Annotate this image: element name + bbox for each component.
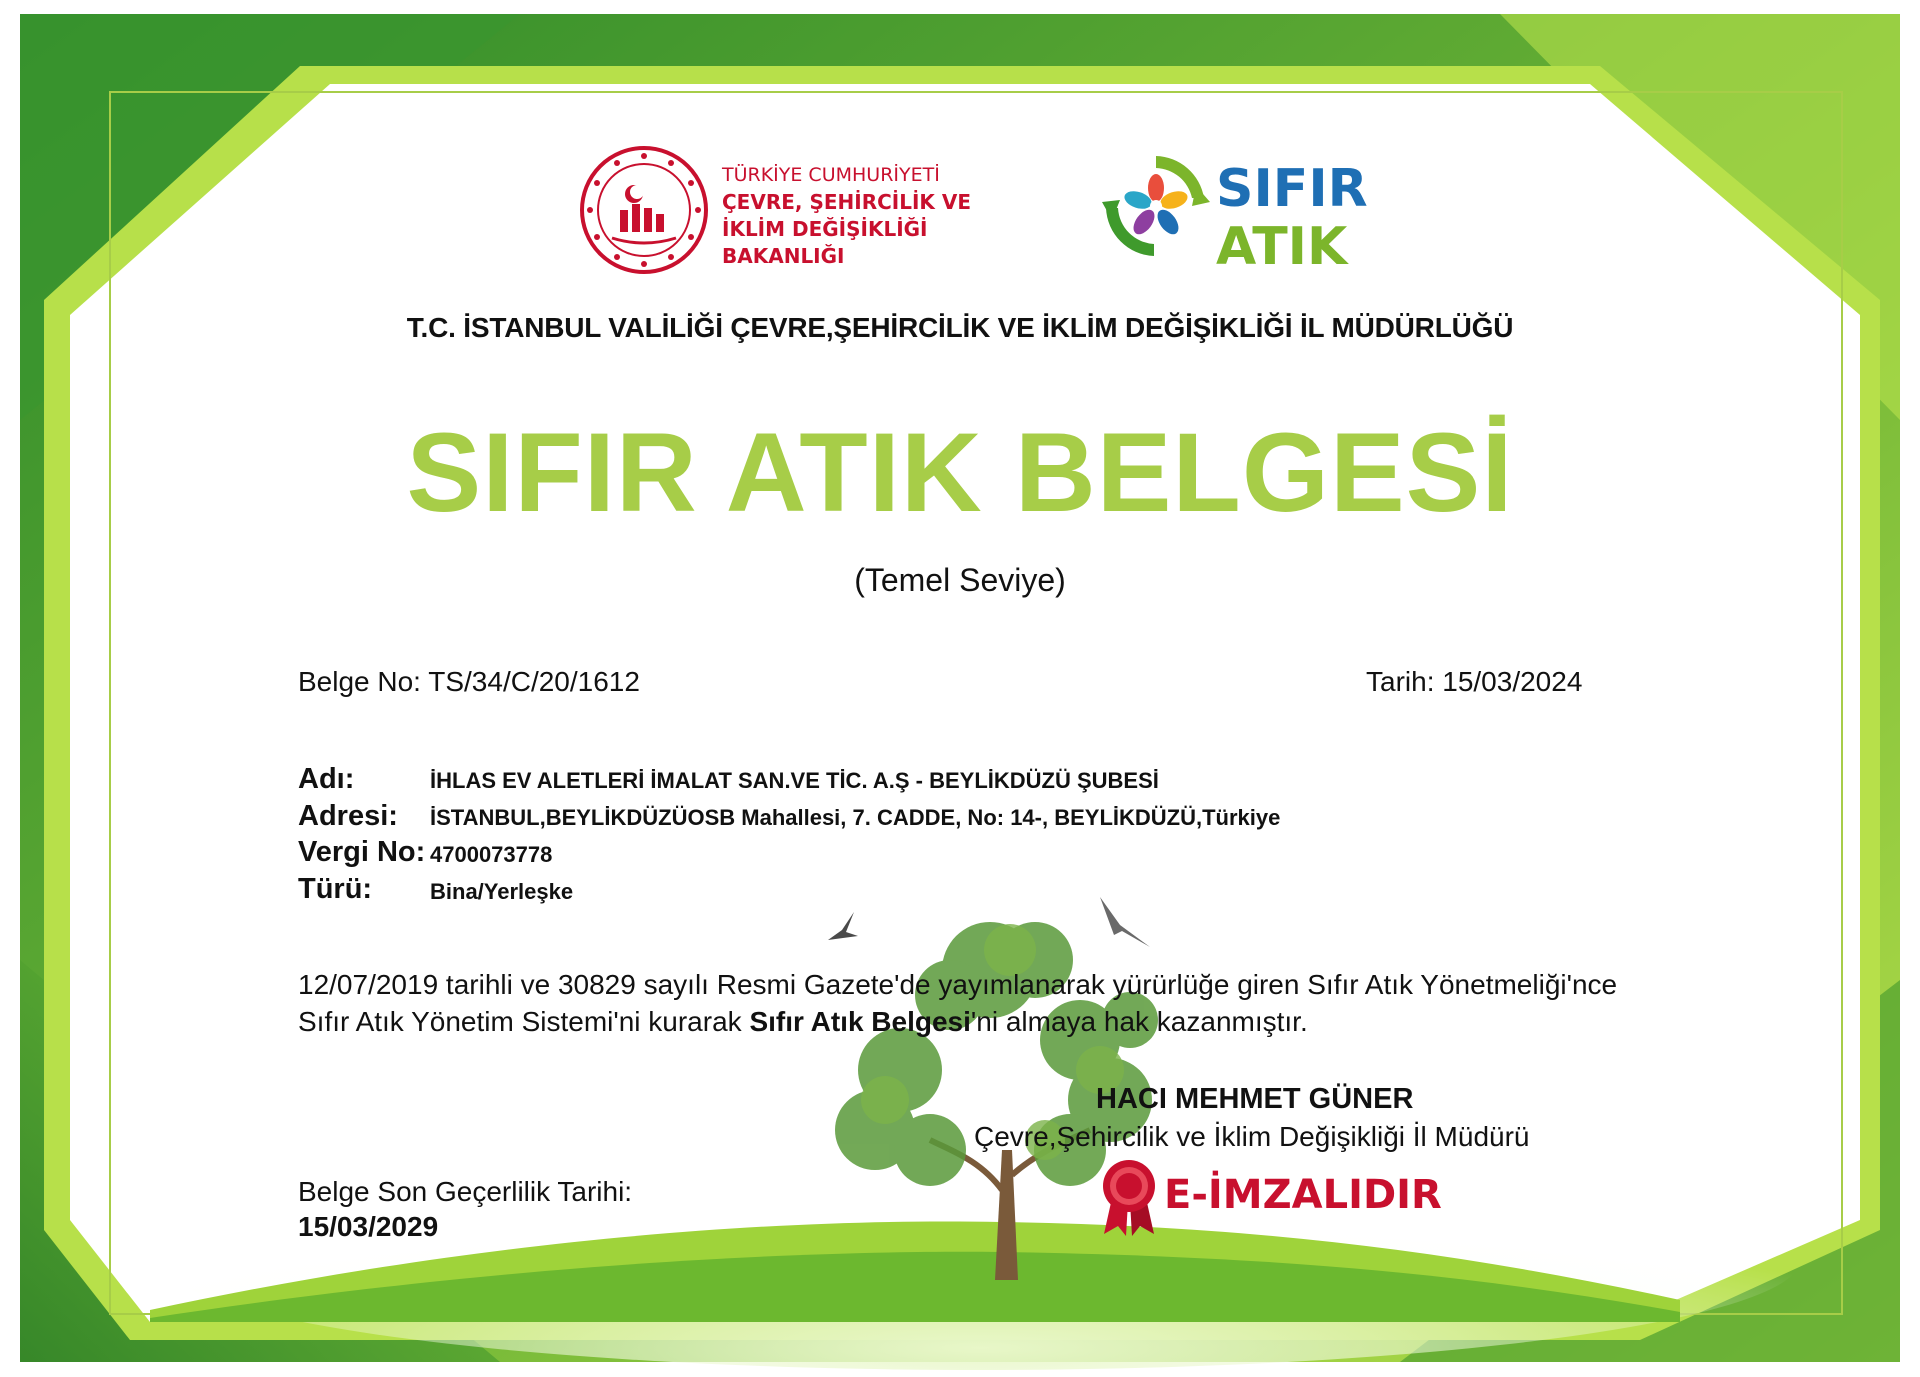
bird-icon [826, 910, 860, 944]
certificate-title: SIFIR ATIK BELGESİ [406, 410, 1514, 535]
ministry-emblem-icon [578, 144, 710, 276]
ministry-line-1: TÜRKİYE CUMHURİYETİ [722, 164, 940, 186]
zero-waste-wordmark [1216, 160, 1368, 276]
type-label: Türü: [298, 873, 373, 905]
address-value: İSTANBUL,BEYLİKDÜZÜOSB Mahallesi, 7. CADDE, No: 14-, BEYLİKDÜZÜ,Türkiye [430, 805, 1281, 830]
directorate-heading: T.C. İSTANBUL VALİLİĞİ ÇEVRE,ŞEHİRCİLİK VE İKLİM DEĞİŞİKLİĞİ İL MÜDÜRLÜĞÜ [406, 312, 1514, 343]
name-label: Adı: [298, 763, 355, 795]
statement-text-1: 12/07/2019 tarihli ve 30829 sayılı Resmi Gazete'de yayımlanarak yürürlüğe giren Sıfır Atık Yönetmeliği'nce Sıfır Atık Yönetim Sistemi'ni kurarak [298, 969, 1618, 1037]
ministry-line-3: İKLİM DEĞİŞİKLİĞİ BAKANLIĞI [722, 217, 928, 268]
signer-title: Çevre,Şehircilik ve İklim Değişikliği İl Müdürü [974, 1121, 1530, 1152]
zero-waste-line-2: ATIK [1216, 217, 1348, 277]
certificate-statement [298, 966, 1628, 1040]
tax-number-label: Vergi No: [298, 836, 426, 868]
e-signature-badge: E-İMZALIDIR [1164, 1172, 1442, 1218]
certificate-level: (Temel Seviye) [854, 562, 1066, 598]
type-value: Bina/Yerleşke [430, 879, 574, 904]
signer-name: HACI MEHMET GÜNER [1096, 1083, 1414, 1115]
bird-icon [1096, 895, 1152, 951]
zero-waste-line-1: SIFIR [1216, 159, 1368, 219]
ministry-name [722, 162, 1042, 270]
document-number: Belge No: TS/34/C/20/1612 [298, 666, 640, 697]
name-value: İHLAS EV ALETLERİ İMALAT SAN.VE TİC. A.Ş - BEYLİKDÜZÜ ŞUBESİ [430, 768, 1159, 793]
validity-label: Belge Son Geçerlilik Tarihi: [298, 1176, 633, 1207]
validity-date: 15/03/2029 [298, 1211, 439, 1242]
statement-bold-text: Sıfır Atık Belgesi [749, 1006, 971, 1037]
issue-date: Tarih: 15/03/2024 [1366, 666, 1583, 697]
seal-ribbon-icon [1098, 1158, 1160, 1236]
ministry-line-2: ÇEVRE, ŞEHİRCİLİK VE [722, 190, 971, 214]
tax-number-value: 4700073778 [430, 842, 553, 867]
statement-text-2: 'ni almaya hak kazanmıştır. [970, 1006, 1308, 1037]
address-label: Adresi: [298, 800, 398, 832]
zero-waste-logo-icon [1100, 150, 1212, 262]
